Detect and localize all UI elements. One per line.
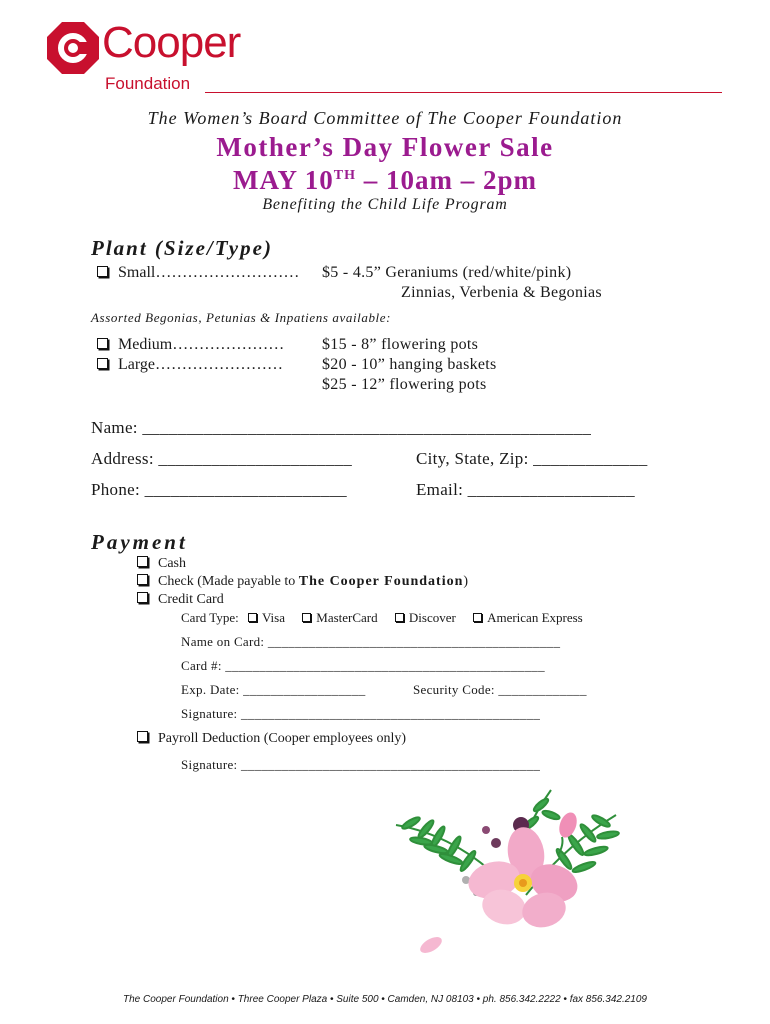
check-label-suffix: ): [463, 574, 469, 589]
name-field[interactable]: Name: ___________________________________________________: [91, 418, 592, 437]
large-price: $20 - 10” hanging baskets: [322, 356, 497, 373]
visa-label: Visa: [261, 610, 286, 625]
mastercard-label: MasterCard: [316, 610, 378, 625]
credit-row: [137, 592, 224, 608]
cash-row: [137, 556, 186, 572]
assorted-note: Assorted Begonias, Petunias & Inpatiens available:: [91, 310, 392, 325]
small-checkbox[interactable]: [97, 266, 108, 277]
small-row: [97, 264, 299, 282]
large-row: [97, 356, 283, 374]
email-field[interactable]: Email: ___________________: [416, 480, 635, 499]
check-label-bold: The Cooper Foundation: [298, 574, 464, 589]
visa-checkbox[interactable]: [248, 613, 257, 622]
large-checkbox[interactable]: [97, 358, 108, 369]
mastercard-checkbox[interactable]: [302, 613, 311, 622]
card-type-row: [181, 610, 583, 626]
small-price-2: Zinnias, Verbenia & Begonias: [401, 284, 602, 301]
medium-label: Medium…………………: [118, 336, 285, 353]
check-label-prefix: Check (Made payable to: [158, 574, 299, 589]
security-code-field[interactable]: Security Code: _____________: [413, 682, 587, 697]
event-date: [0, 165, 770, 196]
cooper-logo: [47, 18, 277, 97]
payroll-checkbox[interactable]: [137, 731, 148, 742]
large-label: Large……………………: [118, 356, 284, 373]
footer: The Cooper Foundation • Three Cooper Plaza • Suite 500 • Camden, NJ 08103 • ph. 856.342.2222 • fax 856.342.2109: [123, 994, 647, 1005]
name-on-card-field[interactable]: Name on Card: ___________________________________________: [181, 634, 561, 649]
committee-line: The Women’s Board Committee of The Cooper Foundation: [147, 108, 623, 128]
discover-label: Discover: [408, 610, 456, 625]
medium-row: [97, 336, 284, 354]
city-field[interactable]: City, State, Zip: _____________: [416, 449, 648, 468]
medium-price: $15 - 8” flowering pots: [322, 336, 479, 353]
card-number-field[interactable]: Card #: _______________________________________________: [181, 658, 545, 673]
payroll-row: [137, 731, 406, 747]
check-checkbox[interactable]: [137, 574, 148, 585]
address-field[interactable]: Address: ______________________: [91, 449, 352, 468]
credit-checkbox[interactable]: [137, 592, 148, 603]
plant-heading: Plant (Size/Type): [91, 236, 273, 260]
phone-field[interactable]: Phone: _______________________: [91, 480, 347, 499]
signature-field[interactable]: Signature: ____________________________________________: [181, 706, 541, 721]
header-rule: [205, 92, 722, 93]
payment-heading: Payment: [91, 530, 188, 554]
small-label: Small………………………: [118, 264, 300, 281]
card-type-label: Card Type:: [181, 610, 239, 625]
logo-cooper-text: Cooper: [102, 18, 241, 67]
amex-label: American Express: [487, 610, 583, 625]
check-row: [137, 574, 468, 590]
cash-checkbox[interactable]: [137, 556, 148, 567]
small-price: $5 - 4.5” Geraniums (red/white/pink): [322, 264, 572, 281]
page-title: Mother’s Day Flower Sale: [216, 132, 554, 162]
credit-label: Credit Card: [158, 592, 224, 607]
medium-checkbox[interactable]: [97, 338, 108, 349]
falling-petal-icon: [418, 934, 445, 956]
large-price-2: $25 - 12” flowering pots: [322, 376, 487, 393]
discover-checkbox[interactable]: [395, 613, 404, 622]
main-flower-icon: [464, 824, 582, 932]
date-prefix: MAY 10: [233, 165, 334, 195]
benefit-line: Benefiting the Child Life Program: [262, 196, 508, 213]
cash-label: Cash: [158, 556, 186, 571]
date-suffix: – 10am – 2pm: [363, 165, 537, 195]
date-sup: TH: [333, 168, 356, 183]
payroll-signature-field[interactable]: Signature: ____________________________________________: [181, 757, 541, 772]
logo-foundation-text: Foundation: [105, 74, 191, 93]
exp-date-field[interactable]: Exp. Date: __________________: [181, 682, 366, 697]
cooper-octagon-icon: [47, 22, 99, 74]
amex-checkbox[interactable]: [473, 613, 482, 622]
flower-illustration: [376, 785, 636, 965]
payroll-label: Payroll Deduction (Cooper employees only): [158, 731, 407, 746]
